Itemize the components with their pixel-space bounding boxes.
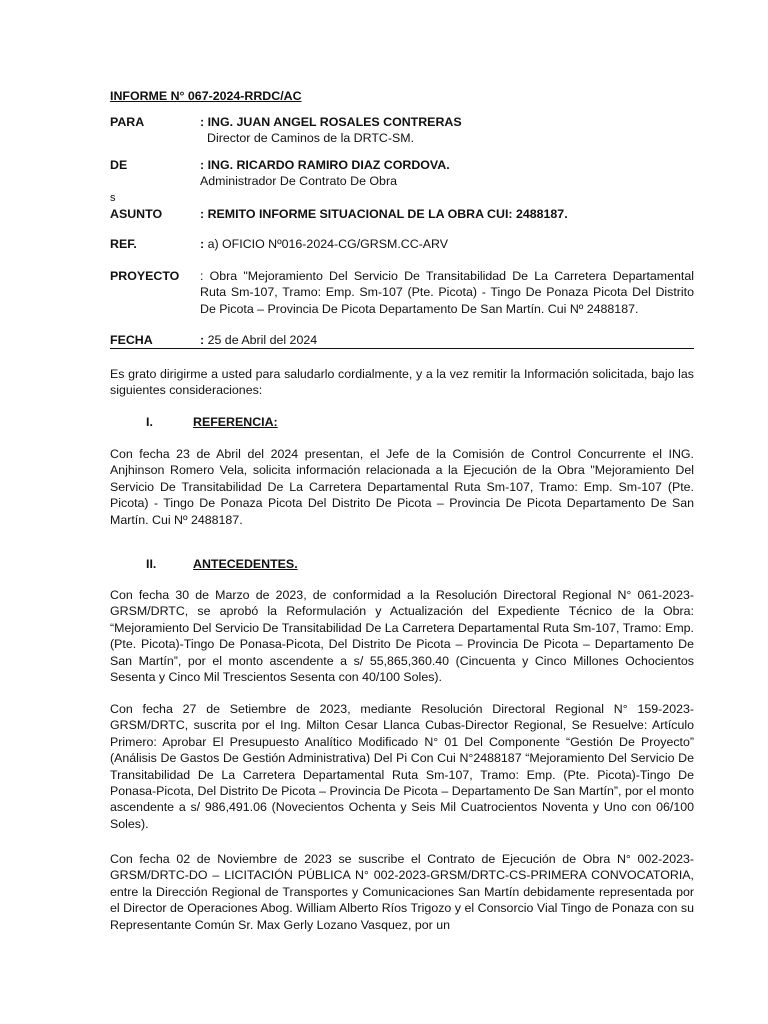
section-2-paragraph-2: Con fecha 27 de Setiembre de 2023, mediante Resolución Directoral Regional N° 159-2023-GRSM/DRTC, suscrita por el Ing. Milton Cesar Llanca Cubas-Director Regional, Se Resuelve: Artículo Primero: Aprobar El Presupuesto Analítico Modificado N° 01 Del Componente “Gestión De Proyecto” (Análisis De Gastos De Gestión Administrativa) Del Pi Con Cui N°2488187 “Mejoramiento Del Servicio De Transitabilidad De La Carretera Departamental Ruta Sm-107, Tramo: Emp. (Pte. Picota)-Tingo De Ponasa-Picota, Del Distrito De Picota – Provincia De Picota – Departamento De San Martín”, por el monto ascendente a s/ 986,491.06 (Novecientos Ochenta y Seis Mil Cuatrocientos Noventa y Uno con 06/100 Soles). <box>110 702 694 831</box>
proyecto-label: PROYECTO <box>110 269 180 283</box>
section-2-paragraph-3: Con fecha 02 de Noviembre de 2023 se suscribe el Contrato de Ejecución de Obra N° 002-2023-GRSM/DRTC-DO – LICITACIÓN PÚBLICA N° 002-2023-GRSM/DRTC-CS-PRIMERA CONVOCATORIA, entre la Dirección Regional de Transportes y Comunicaciones San Martín debidamente representada por el Director de Operaciones Abog. William Alberto Ríos Trigozo y el Consorcio Vial Tingo de Ponaza con su Representante Común Sr. Max Gerly Lozano Vasquez, por un <box>110 852 694 932</box>
para-role: Director de Caminos de la DRTC-SM. <box>207 131 415 145</box>
stray-char: s <box>110 192 116 204</box>
report-number: INFORME N° 067-2024-RRDC/AC <box>110 89 302 103</box>
fecha-label: FECHA <box>110 333 153 347</box>
para-name: : ING. JUAN ANGEL ROSALES CONTRERAS <box>200 115 462 129</box>
fecha-colon: : <box>200 333 205 347</box>
header-divider <box>110 348 694 349</box>
ref-value-line <box>200 236 694 252</box>
section-1-number: I. <box>146 415 153 429</box>
de-name: : ING. RICARDO RAMIRO DIAZ CORDOVA. <box>200 158 450 172</box>
proyecto-value: : Obra "Mejoramiento Del Servicio De Transitabilidad De La Carretera Departamental Ruta Sm-107, Tramo: Emp. Sm-107 (Pte. Picota) - Tingo De Ponaza Picota Del Distrito De Picota – Provincia De Picota Departamento De San Martín. Cui Nº 2488187. <box>200 269 694 316</box>
asunto-value: : REMITO INFORME SITUACIONAL DE LA OBRA CUI: 2488187. <box>200 207 568 221</box>
ref-label: REF. <box>110 237 137 251</box>
fecha-value: 25 de Abril del 2024 <box>204 333 318 347</box>
ref-value: a) OFICIO Nº016-2024-CG/GRSM.CC-ARV <box>204 237 449 251</box>
para-label: PARA <box>110 115 145 129</box>
section-2-title: ANTECEDENTES. <box>193 557 298 571</box>
section-2-number: II. <box>146 557 157 571</box>
intro-paragraph: Es grato dirigirme a usted para saludarlo cordialmente, y a la vez remitir la Información solicitada, bajo las siguientes consideraciones: <box>110 367 694 398</box>
fecha-value-line <box>200 332 694 348</box>
section-1-title: REFERENCIA: <box>193 415 278 429</box>
de-label: DE <box>110 158 128 172</box>
de-role: Administrador De Contrato De Obra <box>200 174 397 188</box>
section-1-paragraph-1: Con fecha 23 de Abril del 2024 presentan, el Jefe de la Comisión de Control Concurrente el ING. Anjhinson Romero Vela, solicita información relacionada a la Ejecución de la Obra "Mejoramiento Del Servicio De Transitabilidad De La Carretera Departamental Ruta Sm-107, Tramo: Emp. Sm-107 (Pte. Picota) - Tingo De Ponaza Picota Del Distrito De Picota – Provincia De Picota Departamento De San Martín. Cui Nº 2488187. <box>110 447 694 527</box>
asunto-label: ASUNTO <box>110 207 163 221</box>
section-2-paragraph-1: Con fecha 30 de Marzo de 2023, de conformidad a la Resolución Directoral Regional N° 061-2023-GRSM/DRTC, se aprobó la Reformulación y Actualización del Expediente Técnico de la Obra: “Mejoramiento Del Servicio De Transitabilidad De La Carretera Departamental Ruta Sm-107, Tramo: Emp. (Pte. Picota)-Tingo De Ponasa-Picota, Del Distrito De Picota – Provincia De Picota – Departamento De San Martín”, por el monto ascendente a s/ 55,865,360.40 (Cincuenta y Cinco Millones Ochocientos Sesenta y Cinco Mil Trescientos Sesenta con 40/100 Soles). <box>110 588 694 685</box>
ref-colon: : <box>200 237 205 251</box>
